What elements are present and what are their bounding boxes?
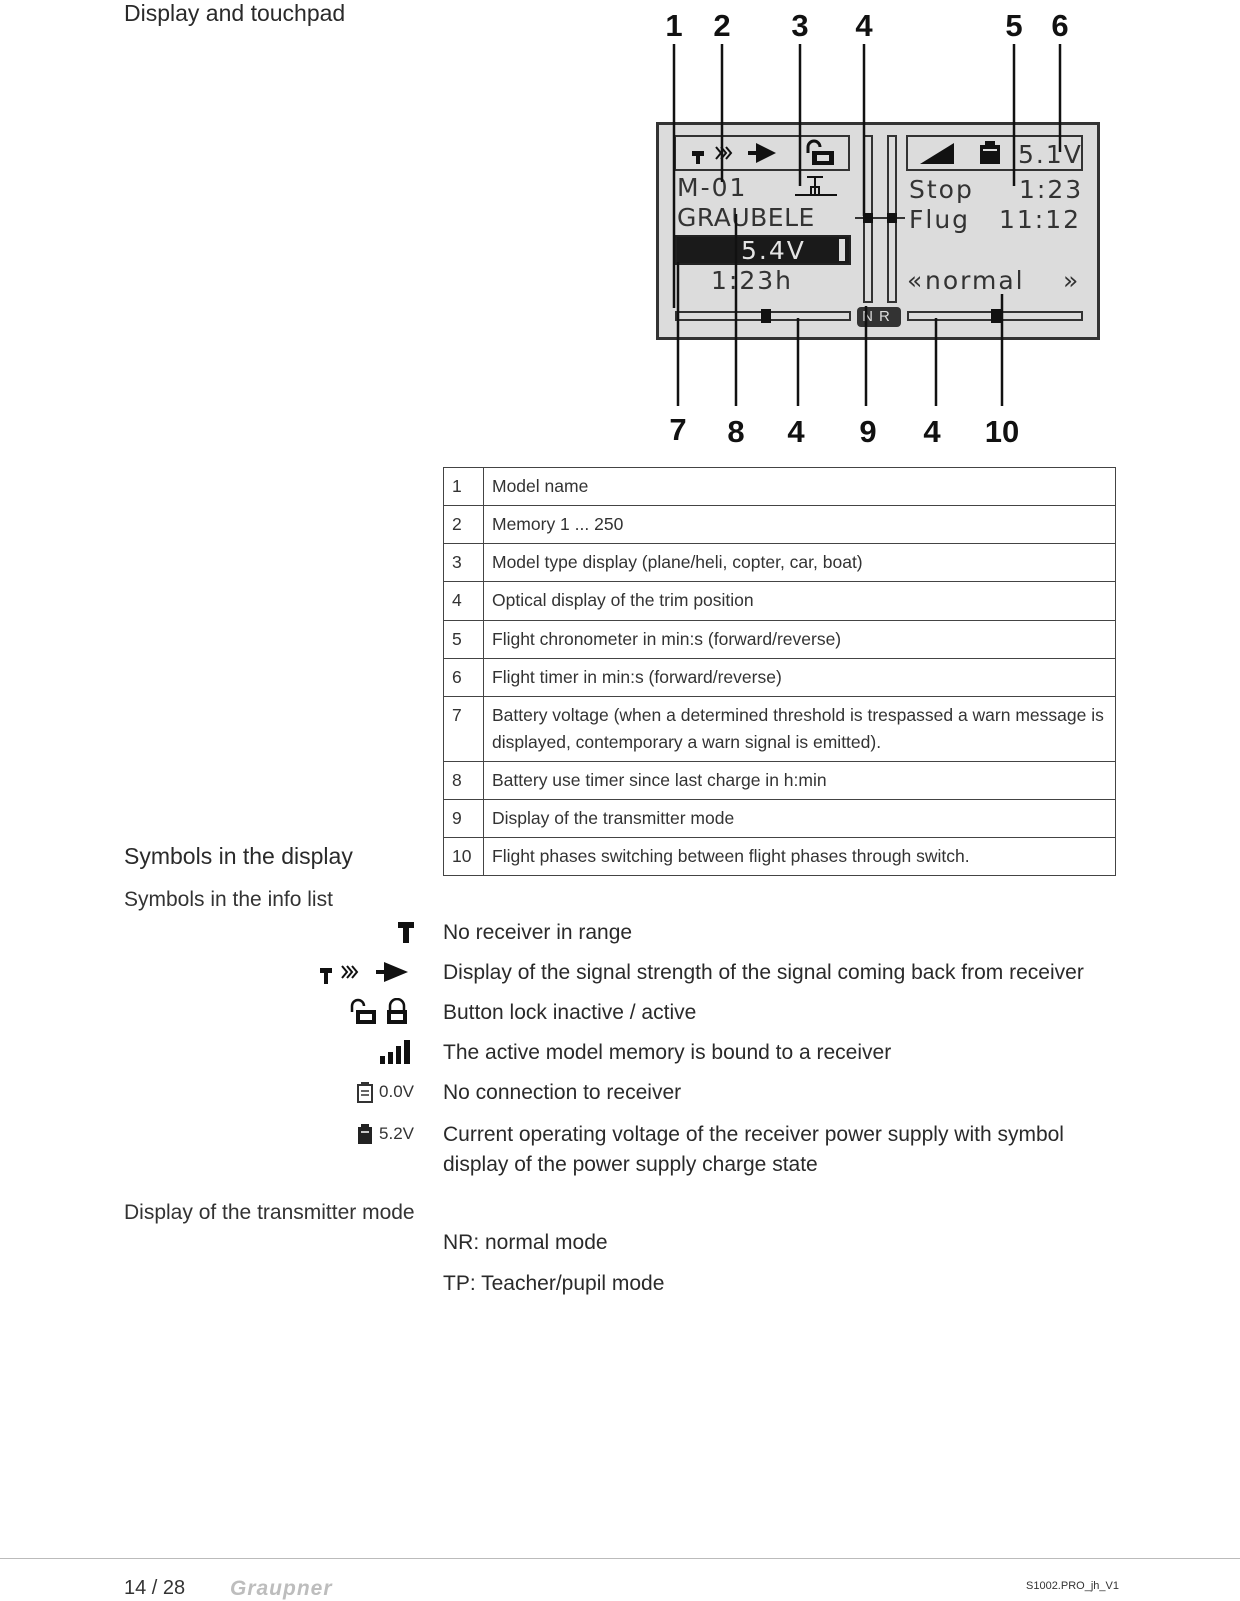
mode-n: N bbox=[862, 308, 879, 325]
callout-3: 3 bbox=[791, 8, 809, 43]
brand-logo: Graupner bbox=[230, 1577, 333, 1600]
lcd-phase-right: » bbox=[1063, 266, 1081, 295]
callout-5: 5 bbox=[1005, 8, 1023, 43]
callout-1: 1 bbox=[665, 8, 683, 43]
lcd-phase-left: « bbox=[907, 266, 925, 295]
mode-r: R bbox=[879, 308, 896, 325]
legend-text: Flight chronometer in min:s (forward/reverse) bbox=[484, 620, 1116, 658]
legend-text: Flight timer in min:s (forward/reverse) bbox=[484, 658, 1116, 696]
symbol-text: Current operating voltage of the receiver power supply with symbol display of the power supply charge state bbox=[443, 1123, 1064, 1177]
legend-text: Model name bbox=[484, 468, 1116, 506]
callout-4-bottom-a: 4 bbox=[787, 414, 805, 449]
legend-table bbox=[443, 467, 1116, 876]
symbol-text: Display of the signal strength of the signal coming back from receiver bbox=[443, 961, 1084, 984]
callout-4-bottom-b: 4 bbox=[923, 414, 941, 449]
legend-text: Model type display (plane/heli, copter, car, boat) bbox=[484, 544, 1116, 582]
empty-battery-voltage: 0.0V bbox=[379, 1082, 414, 1101]
legend-num: 2 bbox=[444, 506, 484, 544]
empty-battery-icon bbox=[357, 1081, 373, 1103]
lcd-phase-name: normal bbox=[925, 266, 1025, 295]
page-number: 14 / 28 bbox=[124, 1577, 186, 1599]
lock-icon bbox=[348, 998, 414, 1026]
legend-text: Memory 1 ... 250 bbox=[484, 506, 1116, 544]
callout-6: 6 bbox=[1051, 8, 1069, 43]
table-row bbox=[444, 544, 1116, 582]
transmitter-mode-heading: Display of the transmitter mode bbox=[124, 1201, 415, 1224]
legend-text: Battery use timer since last charge in h:min bbox=[484, 762, 1116, 800]
lcd-flight-time: 11:12 bbox=[999, 205, 1082, 234]
footer-divider bbox=[0, 1558, 1240, 1559]
info-list-heading: Symbols in the info list bbox=[124, 888, 333, 911]
callout-lines bbox=[640, 0, 1120, 460]
antenna-icon bbox=[398, 920, 414, 944]
legend-num: 6 bbox=[444, 658, 484, 696]
symbol-text: No connection to receiver bbox=[443, 1081, 682, 1104]
callout-7: 7 bbox=[669, 412, 687, 447]
legend-num: 5 bbox=[444, 620, 484, 658]
table-row bbox=[444, 838, 1116, 876]
legend-num: 10 bbox=[444, 838, 484, 876]
bound-bars-icon bbox=[380, 1038, 414, 1066]
lcd-battery-timer: 1:23h bbox=[711, 266, 793, 295]
lcd-stop-time: 1:23 bbox=[1019, 175, 1084, 204]
callout-4-top: 4 bbox=[855, 8, 873, 43]
full-battery-voltage: 5.2V bbox=[379, 1124, 414, 1143]
table-row bbox=[444, 696, 1116, 761]
lcd-model-id: M-01 bbox=[677, 173, 748, 202]
symbol-text: Button lock inactive / active bbox=[443, 1001, 697, 1024]
doc-id: S1002.PRO_jh_V1 bbox=[1026, 1580, 1119, 1592]
lcd-flight-label: Flug bbox=[909, 205, 971, 234]
legend-text: Flight phases switching between flight phases through switch. bbox=[484, 838, 1116, 876]
page-heading: Display and touchpad bbox=[124, 0, 346, 26]
legend-num: 9 bbox=[444, 800, 484, 838]
full-battery-icon bbox=[357, 1123, 373, 1145]
mode-nr: NR: normal mode bbox=[443, 1231, 608, 1254]
callout-10: 10 bbox=[984, 414, 1020, 449]
symbols-heading: Symbols in the display bbox=[124, 843, 353, 869]
legend-text: Battery voltage (when a determined threshold is trespassed a warn message is displayed, contemporary a warn signal is emitted). bbox=[484, 696, 1116, 761]
table-row bbox=[444, 506, 1116, 544]
signal-strength-icon bbox=[318, 958, 414, 986]
lcd-battery-voltage: 5.4V bbox=[741, 236, 806, 265]
callout-8: 8 bbox=[727, 414, 745, 449]
callout-2: 2 bbox=[713, 8, 731, 43]
callout-9: 9 bbox=[859, 414, 877, 449]
legend-num: 8 bbox=[444, 762, 484, 800]
legend-num: 4 bbox=[444, 582, 484, 620]
table-row bbox=[444, 468, 1116, 506]
legend-num: 1 bbox=[444, 468, 484, 506]
display-diagram bbox=[640, 0, 1120, 460]
symbol-text: No receiver in range bbox=[443, 921, 633, 944]
legend-num: 3 bbox=[444, 544, 484, 582]
table-row bbox=[444, 800, 1116, 838]
table-row bbox=[444, 582, 1116, 620]
lcd-status-voltage: 5.1V bbox=[1018, 140, 1083, 169]
legend-text: Display of the transmitter mode bbox=[484, 800, 1116, 838]
table-row bbox=[444, 620, 1116, 658]
lcd-stop-label: Stop bbox=[909, 175, 974, 204]
table-row bbox=[444, 762, 1116, 800]
legend-num: 7 bbox=[444, 696, 484, 761]
mode-tp: TP: Teacher/pupil mode bbox=[443, 1272, 665, 1295]
legend-text: Optical display of the trim position bbox=[484, 582, 1116, 620]
table-row bbox=[444, 658, 1116, 696]
symbol-text: The active model memory is bound to a receiver bbox=[443, 1041, 892, 1064]
lcd-model-name: GRAUBELE bbox=[677, 203, 815, 232]
